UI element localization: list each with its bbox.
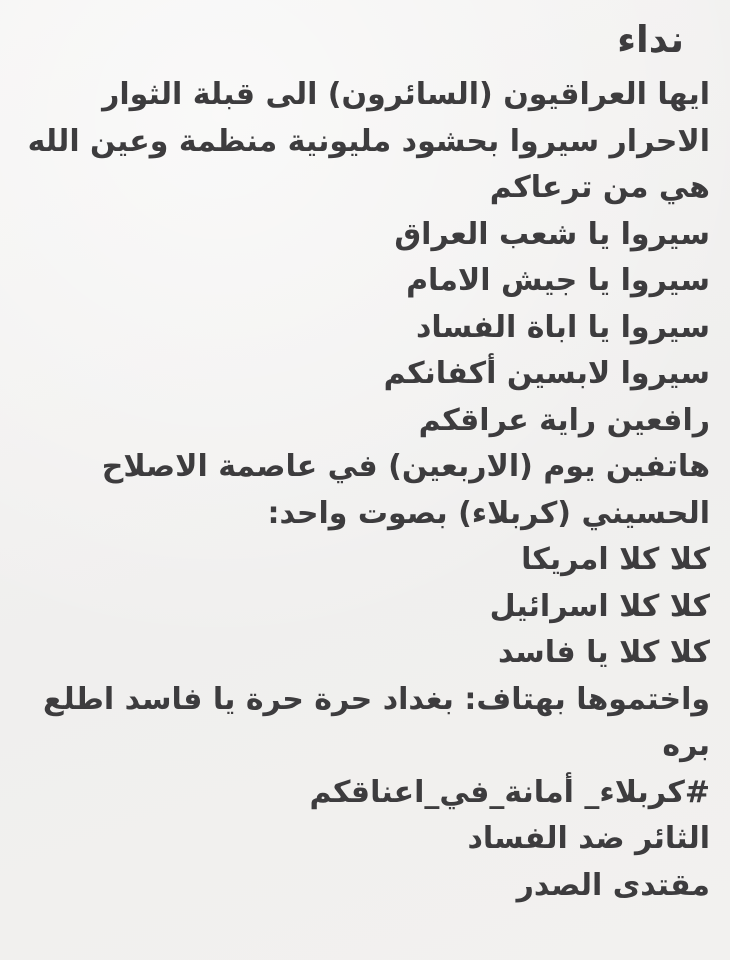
text-line: هي من ترعاكم [489,170,710,205]
text-line: سيروا يا اباة الفساد [415,309,710,345]
text-line: رافعين راية عراقكم [418,402,710,438]
text-line: هاتفين يوم (الاربعين) في عاصمة الاصلاح [101,449,710,484]
text-line: بره [662,728,710,763]
text-line: سيروا لابسين أكفانكم [383,356,710,391]
text-line: سيروا يا جيش الامام [406,263,710,298]
text-line: الحسيني (كربلاء) بصوت واحد: [267,495,710,531]
document-title: نداء [617,18,684,61]
chant-line: كلا كلا يا فاسد [497,635,710,670]
signature-line: مقتدى الصدر [516,867,710,903]
text-line: سيروا يا شعب العراق [394,216,710,252]
text-line: ايها العراقيون (السائرون) الى قبلة الثوار [102,77,710,112]
text-line: واختموها بهتاف: بغداد حرة حرة يا فاسد اطلع [42,681,710,717]
document-body [16,72,710,909]
hashtag-line: #كربلاء_ أمانة_في_اعناقكم [309,774,710,810]
text-line: الاحرار سيروا بحشود مليونية منظمة وعين الله [27,123,710,159]
signature-line: الثائر ضد الفساد [467,821,710,856]
chant-line: كلا كلا اسرائيل [489,588,710,624]
chant-line: كلا كلا امريكا [521,542,710,577]
